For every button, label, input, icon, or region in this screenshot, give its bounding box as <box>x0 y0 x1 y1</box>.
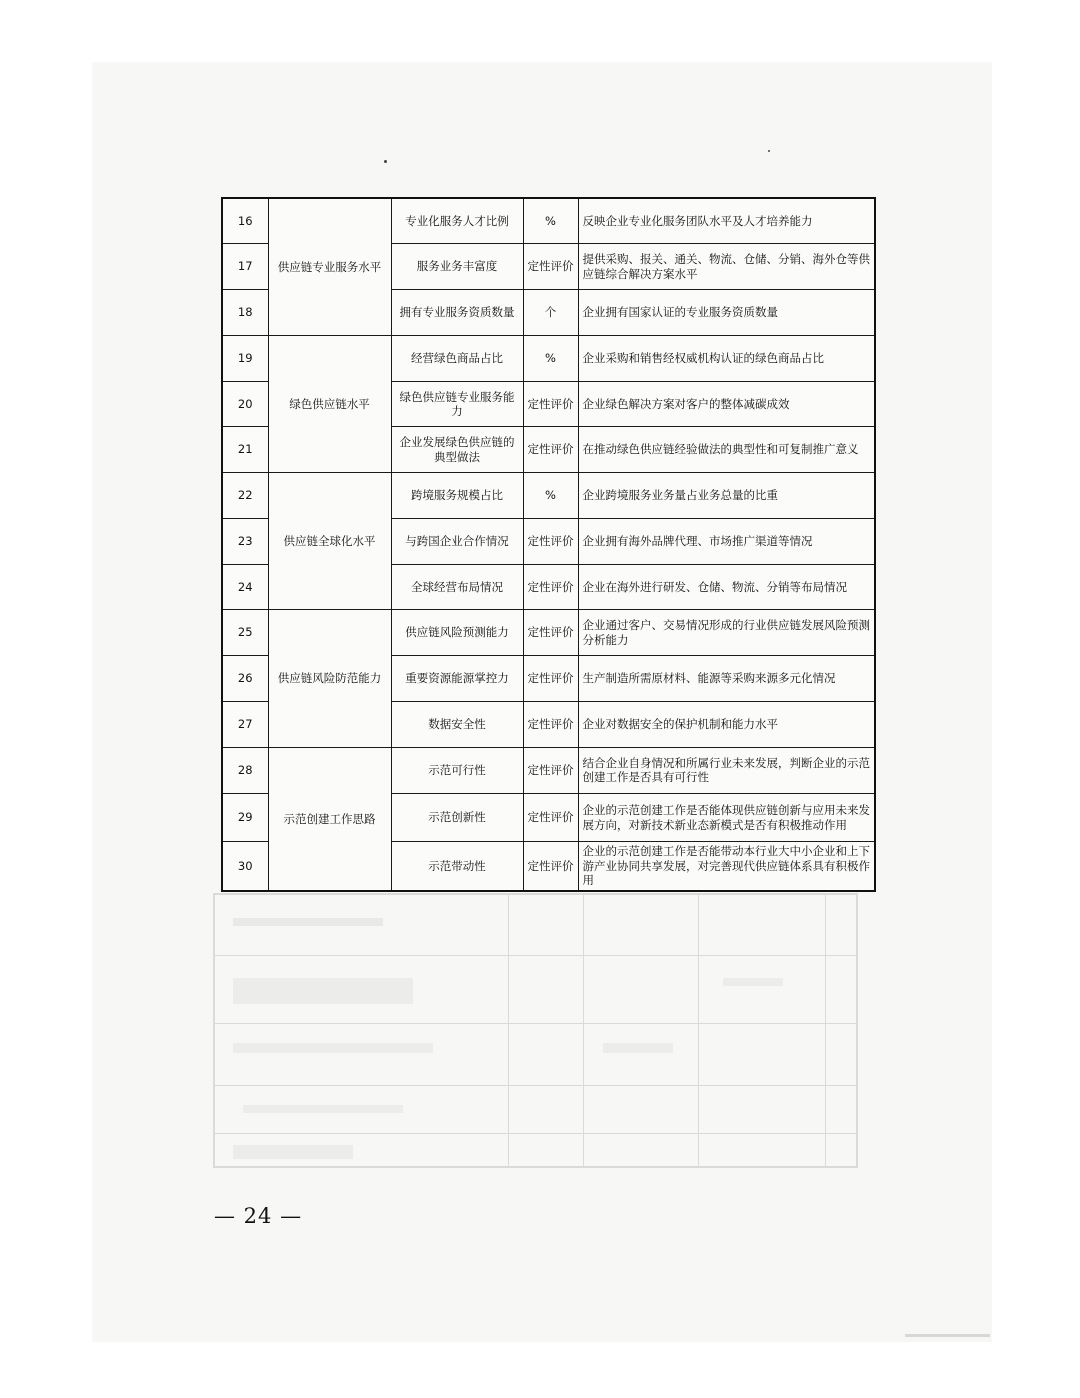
sub-indicator: 经营绿色商品占比 <box>391 335 523 381</box>
unit: 定性评价 <box>523 564 578 610</box>
sub-indicator: 供应链风险预测能力 <box>391 610 523 656</box>
description: 企业对数据安全的保护机制和能力水平 <box>578 701 875 747</box>
row-number: 16 <box>222 198 268 244</box>
scan-speck <box>768 150 770 152</box>
description: 企业通过客户、交易情况形成的行业供应链发展风险预测分析能力 <box>578 610 875 656</box>
row-number: 18 <box>222 290 268 336</box>
sub-indicator: 重要资源能源掌控力 <box>391 656 523 702</box>
table-row <box>222 335 875 381</box>
description: 企业在海外进行研发、仓储、物流、分销等布局情况 <box>578 564 875 610</box>
table-row <box>222 473 875 519</box>
unit: 定性评价 <box>523 244 578 290</box>
evaluation-index-table <box>221 197 876 892</box>
sub-indicator: 绿色供应链专业服务能力 <box>391 381 523 427</box>
indicator-group: 供应链风险防范能力 <box>268 610 391 747</box>
sub-indicator: 跨境服务规模占比 <box>391 473 523 519</box>
indicator-group: 供应链全球化水平 <box>268 473 391 610</box>
unit: 定性评价 <box>523 701 578 747</box>
unit: 定性评价 <box>523 842 578 891</box>
unit: 定性评价 <box>523 381 578 427</box>
row-number: 27 <box>222 701 268 747</box>
description: 企业跨境服务业务量占业务总量的比重 <box>578 473 875 519</box>
sub-indicator: 服务业务丰富度 <box>391 244 523 290</box>
unit: 定性评价 <box>523 794 578 842</box>
row-number: 28 <box>222 747 268 794</box>
page-number: — 24 — <box>214 1204 303 1228</box>
description: 企业的示范创建工作是否能体现供应链创新与应用未来发展方向，对新技术新业态新模式是否有积极推动作用 <box>578 794 875 842</box>
table-row <box>222 198 875 244</box>
row-number: 30 <box>222 842 268 891</box>
row-number: 19 <box>222 335 268 381</box>
scan-speck <box>384 160 387 163</box>
sub-indicator: 全球经营布局情况 <box>391 564 523 610</box>
row-number: 29 <box>222 794 268 842</box>
row-number: 23 <box>222 518 268 564</box>
unit: % <box>523 198 578 244</box>
sub-indicator: 示范创新性 <box>391 794 523 842</box>
row-number: 25 <box>222 610 268 656</box>
sub-indicator: 专业化服务人才比例 <box>391 198 523 244</box>
sub-indicator: 与跨国企业合作情况 <box>391 518 523 564</box>
description: 在推动绿色供应链经验做法的典型性和可复制推广意义 <box>578 427 875 473</box>
unit: 定性评价 <box>523 610 578 656</box>
row-number: 21 <box>222 427 268 473</box>
indicator-group: 绿色供应链水平 <box>268 335 391 472</box>
description: 企业采购和销售经权威机构认证的绿色商品占比 <box>578 335 875 381</box>
unit: 定性评价 <box>523 747 578 794</box>
unit: 定性评价 <box>523 656 578 702</box>
sub-indicator: 数据安全性 <box>391 701 523 747</box>
unit: 定性评价 <box>523 518 578 564</box>
description: 生产制造所需原材料、能源等采购来源多元化情况 <box>578 656 875 702</box>
description: 企业拥有海外品牌代理、市场推广渠道等情况 <box>578 518 875 564</box>
sub-indicator: 示范可行性 <box>391 747 523 794</box>
row-number: 26 <box>222 656 268 702</box>
table-row <box>222 610 875 656</box>
sub-indicator: 示范带动性 <box>391 842 523 891</box>
indicator-group: 供应链专业服务水平 <box>268 198 391 335</box>
description: 企业绿色解决方案对客户的整体减碳成效 <box>578 381 875 427</box>
sub-indicator: 企业发展绿色供应链的典型做法 <box>391 427 523 473</box>
row-number: 20 <box>222 381 268 427</box>
row-number: 22 <box>222 473 268 519</box>
unit: % <box>523 335 578 381</box>
description: 提供采购、报关、通关、物流、仓储、分销、海外仓等供应链综合解决方案水平 <box>578 244 875 290</box>
row-number: 24 <box>222 564 268 610</box>
description: 反映企业专业化服务团队水平及人才培养能力 <box>578 198 875 244</box>
description: 企业拥有国家认证的专业服务资质数量 <box>578 290 875 336</box>
indicator-group: 示范创建工作思路 <box>268 747 391 891</box>
row-number: 17 <box>222 244 268 290</box>
unit: 定性评价 <box>523 427 578 473</box>
description: 结合企业自身情况和所属行业未来发展，判断企业的示范创建工作是否具有可行性 <box>578 747 875 794</box>
unit: 个 <box>523 290 578 336</box>
description: 企业的示范创建工作是否能带动本行业大中小企业和上下游产业协同共享发展，对完善现代供应链体系具有积极作用 <box>578 842 875 891</box>
table-row <box>222 747 875 794</box>
unit: % <box>523 473 578 519</box>
scan-edge <box>905 1334 990 1337</box>
bleed-through-table <box>213 893 858 1167</box>
sub-indicator: 拥有专业服务资质数量 <box>391 290 523 336</box>
